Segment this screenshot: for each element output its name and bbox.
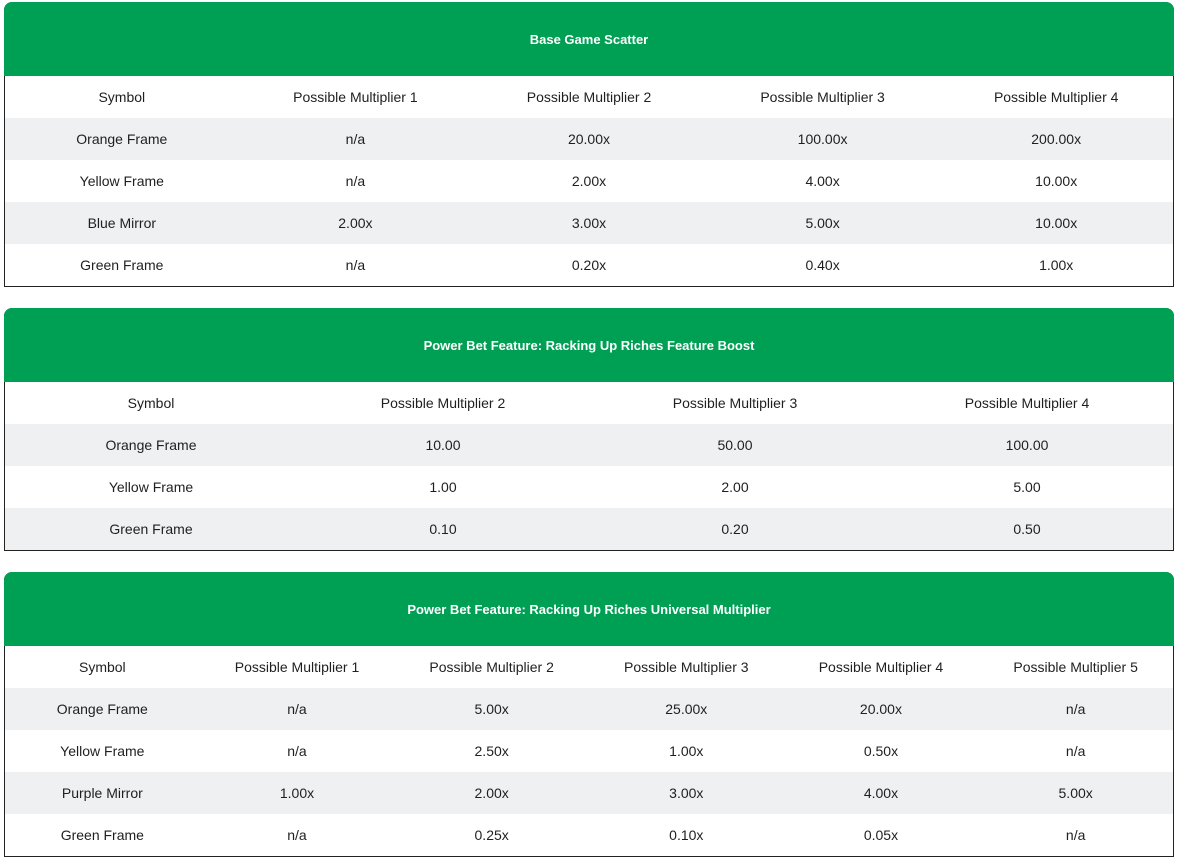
- table-cell: 2.00: [589, 466, 881, 508]
- table-row: [5, 160, 1173, 202]
- table-cell: 10.00: [297, 424, 589, 466]
- column-header: Symbol: [5, 382, 297, 424]
- table-cell: Purple Mirror: [5, 772, 200, 814]
- table-row: [5, 508, 1173, 550]
- table-cell: 10.00x: [939, 160, 1173, 202]
- column-header: Possible Multiplier 1: [239, 76, 473, 118]
- table-cell: 50.00: [589, 424, 881, 466]
- table-cell: Green Frame: [5, 244, 239, 286]
- column-header: Possible Multiplier 2: [394, 646, 589, 688]
- column-header: Possible Multiplier 2: [297, 382, 589, 424]
- table-cell: n/a: [978, 814, 1173, 856]
- multiplier-table: [5, 646, 1173, 856]
- table-cell: Orange Frame: [5, 688, 200, 730]
- table-cell: 20.00x: [472, 118, 706, 160]
- table-row: [5, 244, 1173, 286]
- table-cell: Yellow Frame: [5, 730, 200, 772]
- table-row: [5, 688, 1173, 730]
- table-cell: 0.50: [881, 508, 1173, 550]
- table-cell: 100.00: [881, 424, 1173, 466]
- table-cell: 0.05x: [784, 814, 979, 856]
- table-cell: 1.00x: [939, 244, 1173, 286]
- table-title: Power Bet Feature: Racking Up Riches Universal Multiplier: [4, 572, 1174, 646]
- column-header: Symbol: [5, 646, 200, 688]
- table-cell: Green Frame: [5, 814, 200, 856]
- table-cell: 5.00x: [978, 772, 1173, 814]
- table-cell: 5.00x: [706, 202, 940, 244]
- table-title: Power Bet Feature: Racking Up Riches Feature Boost: [4, 308, 1174, 382]
- table-cell: 0.20: [589, 508, 881, 550]
- column-header: Symbol: [5, 76, 239, 118]
- column-header: Possible Multiplier 1: [200, 646, 395, 688]
- column-header: Possible Multiplier 4: [784, 646, 979, 688]
- table-cell: n/a: [239, 160, 473, 202]
- universal-multiplier-table: [4, 572, 1174, 857]
- table-cell: n/a: [978, 688, 1173, 730]
- table-cell: n/a: [239, 244, 473, 286]
- table-cell: 4.00x: [784, 772, 979, 814]
- table-cell: Orange Frame: [5, 118, 239, 160]
- header-row: [5, 646, 1173, 688]
- table-cell: 2.00x: [394, 772, 589, 814]
- table-cell: 0.40x: [706, 244, 940, 286]
- table-cell: Orange Frame: [5, 424, 297, 466]
- header-row: [5, 382, 1173, 424]
- table-cell: 5.00x: [394, 688, 589, 730]
- table-cell: 2.00x: [472, 160, 706, 202]
- column-header: Possible Multiplier 4: [939, 76, 1173, 118]
- table-row: [5, 730, 1173, 772]
- multiplier-table: [5, 382, 1173, 550]
- table-cell: 10.00x: [939, 202, 1173, 244]
- table-cell: 20.00x: [784, 688, 979, 730]
- table-cell: n/a: [200, 814, 395, 856]
- table-cell: Yellow Frame: [5, 466, 297, 508]
- column-header: Possible Multiplier 3: [706, 76, 940, 118]
- table-cell: 1.00x: [200, 772, 395, 814]
- table-cell: 0.50x: [784, 730, 979, 772]
- table-cell: 0.20x: [472, 244, 706, 286]
- column-header: Possible Multiplier 5: [978, 646, 1173, 688]
- table-cell: 5.00: [881, 466, 1173, 508]
- table-cell: n/a: [200, 730, 395, 772]
- table-cell: n/a: [239, 118, 473, 160]
- table-cell: Green Frame: [5, 508, 297, 550]
- table-title: Base Game Scatter: [4, 2, 1174, 76]
- column-header: Possible Multiplier 3: [589, 646, 784, 688]
- table-row: [5, 118, 1173, 160]
- column-header: Possible Multiplier 3: [589, 382, 881, 424]
- table-cell: 200.00x: [939, 118, 1173, 160]
- base-game-scatter-table: [4, 2, 1174, 287]
- table-cell: 100.00x: [706, 118, 940, 160]
- table-cell: 1.00x: [589, 730, 784, 772]
- table-cell: 2.50x: [394, 730, 589, 772]
- table-cell: 0.25x: [394, 814, 589, 856]
- table-row: [5, 202, 1173, 244]
- table-cell: n/a: [200, 688, 395, 730]
- column-header: Possible Multiplier 4: [881, 382, 1173, 424]
- table-cell: 3.00x: [472, 202, 706, 244]
- table-row: [5, 772, 1173, 814]
- column-header: Possible Multiplier 2: [472, 76, 706, 118]
- table-cell: Blue Mirror: [5, 202, 239, 244]
- feature-boost-table: [4, 308, 1174, 551]
- table-cell: Yellow Frame: [5, 160, 239, 202]
- table-row: [5, 814, 1173, 856]
- table-cell: 25.00x: [589, 688, 784, 730]
- table-row: [5, 424, 1173, 466]
- table-cell: 4.00x: [706, 160, 940, 202]
- table-cell: 0.10: [297, 508, 589, 550]
- table-row: [5, 466, 1173, 508]
- table-cell: 0.10x: [589, 814, 784, 856]
- table-cell: 2.00x: [239, 202, 473, 244]
- table-cell: 1.00: [297, 466, 589, 508]
- header-row: [5, 76, 1173, 118]
- table-cell: 3.00x: [589, 772, 784, 814]
- table-cell: n/a: [978, 730, 1173, 772]
- multiplier-table: [5, 76, 1173, 286]
